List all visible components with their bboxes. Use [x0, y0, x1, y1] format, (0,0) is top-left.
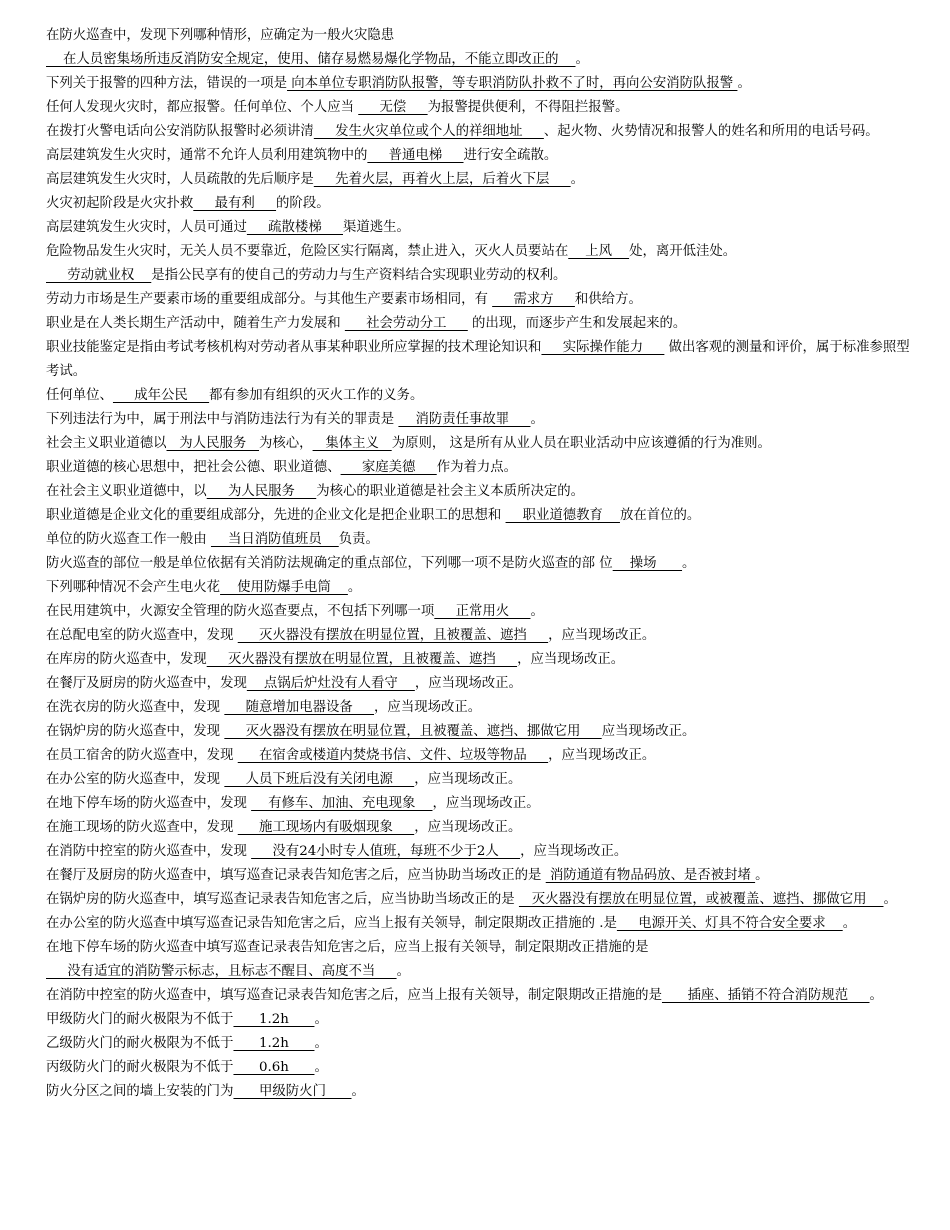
question-text: 在消防中控室的防火巡查中，填写巡查记录表告知危害之后，应当上报有关领导，制定限期改正措施的是	[46, 988, 662, 1003]
question-text: 。	[314, 1060, 328, 1075]
question-text: 。	[883, 892, 897, 907]
question-text: ，应当现场改正。	[548, 628, 656, 643]
question-text: 。	[314, 1012, 328, 1027]
question-text: 在地下停车场的防火巡查中填写巡查记录表告知危害之后，应当上报有关领导，制定限期改正措施的是	[46, 940, 649, 955]
answer-blank: 没有适宜的消防警示标志，且标志不醒目、高度不当	[46, 964, 397, 979]
question-text: 劳动力市场是生产要素市场的重要组成部分。与其他生产要素市场相同，有	[46, 292, 493, 307]
answer-blank: 有修车、加油、充电现象	[251, 796, 433, 811]
question-text: ，应当现场改正。	[517, 652, 625, 667]
question-line	[46, 144, 910, 168]
question-text: 火灾初起阶段是火灾扑救	[46, 196, 194, 211]
answer-blank: 施工现场内有吸烟现象	[237, 820, 415, 835]
answer-blank: 在人员密集场所违反消防安全规定，使用、储存易燃易爆化学物品，不能立即改正的	[46, 52, 576, 67]
question-text: 和供给方。	[574, 292, 642, 307]
question-text: 。	[842, 916, 857, 931]
question-text: 下列哪种情况不会产生电火花	[46, 580, 221, 595]
question-line	[46, 552, 910, 576]
question-text: 的出现，而逐步产生和发展起来的。	[467, 316, 687, 331]
question-text: ，应当现场改正。	[432, 796, 540, 811]
question-line	[46, 432, 910, 456]
question-text: 在总配电室的防火巡查中，发现	[46, 628, 238, 643]
question-text: 社会主义职业道德以	[46, 436, 167, 451]
answer-blank: 普通电梯	[367, 148, 464, 163]
question-text: 任何单位、	[46, 388, 113, 403]
answer-blank: 无偿	[358, 100, 428, 115]
answer-blank: 社会劳动分工	[344, 316, 468, 331]
question-text: 乙级防火门的耐火极限为不低于	[46, 1036, 234, 1051]
question-text: ，应当现场改正。	[414, 676, 522, 691]
question-text: 高层建筑发生火灾时，人员疏散的先后顺序是	[46, 172, 314, 187]
question-line	[46, 1080, 910, 1104]
question-text: 在员工宿舍的防火巡查中，发现	[46, 748, 238, 763]
question-line	[46, 96, 910, 120]
answer-blank: 随意增加电器设备	[224, 700, 375, 715]
question-text: 。	[314, 1036, 328, 1051]
question-text: 。	[530, 604, 544, 619]
question-line	[46, 720, 910, 744]
answer-blank: 需求方	[492, 292, 575, 307]
question-text: 都有参加有组织的灭火工作的义务。	[209, 388, 424, 403]
answer-blank: 劳动就业权	[46, 268, 152, 283]
question-text: 下列违法行为中，属于刑法中与消防违法行为有关的罪责是	[46, 412, 399, 427]
answer-blank: 点锅后炉灶没有人看守	[246, 676, 415, 691]
question-text: 丙级防火门的耐火极限为不低于	[46, 1060, 234, 1075]
question-text: 甲级防火门的耐火极限为不低于	[46, 1012, 234, 1027]
question-line	[46, 168, 910, 192]
answer-blank: 家庭美德	[340, 460, 437, 475]
question-text: 作为着力点。	[436, 460, 518, 475]
question-text: 职业是在人类长期生产活动中，随着生产力发展和	[46, 316, 345, 331]
question-text: 下列关于报警的四种方法，错误的一项是	[46, 76, 288, 91]
question-line	[46, 840, 910, 864]
question-line	[46, 624, 910, 648]
answer-blank: 操场	[612, 556, 683, 571]
answer-blank: 发生火灾单位或个人的祥细地址	[313, 124, 544, 139]
question-text: 渠道逃生。	[343, 220, 410, 235]
answer-blank: 电源开关、灯具不符合安全要求	[616, 916, 843, 931]
question-line	[46, 984, 910, 1008]
question-text: 为核心，	[259, 436, 313, 451]
question-line	[46, 384, 910, 408]
question-line	[46, 480, 910, 504]
answer-blank: 职业道德教育	[505, 508, 620, 523]
question-line	[46, 408, 910, 432]
question-text: 在锅炉房的防火巡查中，发现	[46, 724, 225, 739]
question-line	[46, 864, 910, 888]
question-text: 为报警提供便利，不得阻拦报警。	[427, 100, 629, 115]
answer-blank: 消防责任事故罪	[398, 412, 531, 427]
answer-blank: 灭火器没有摆放在明显位置，且被覆盖、遮挡、挪做它用	[224, 724, 602, 739]
question-text: 在锅炉房的防火巡查中，填写巡查记录表告知危害之后，应当协助当场改正的是	[46, 892, 519, 907]
answer-blank: 向本单位专职消防队报警，等专职消防队扑救不了时，再向公安消防队报警	[287, 76, 738, 91]
question-text: 职业道德是企业文化的重要组成部分，先进的企业文化是把企业职工的思想和	[46, 508, 506, 523]
question-text: 单位的防火巡查工作一般由	[46, 532, 211, 547]
question-text: ，应当现场改正。	[548, 748, 656, 763]
answer-blank: 当日消防值班员	[210, 532, 339, 547]
question-line	[46, 120, 910, 144]
question-text: 为核心的职业道德是社会主义本质所决定的。	[316, 484, 585, 499]
question-text: 。	[396, 964, 410, 979]
question-text: ，应当现场改正。	[374, 700, 482, 715]
question-text: 应当现场改正。	[601, 724, 696, 739]
question-text: 在地下停车场的防火巡查中，发现	[46, 796, 252, 811]
question-text: 职业道德的核心思想中，把社会公德、职业道德、	[46, 460, 341, 475]
answer-blank: 人员下班后没有关闭电源	[224, 772, 415, 787]
question-text: 、起火物、火势情况和报警人的姓名和所用的电话号码。	[543, 124, 879, 139]
question-text: 。	[575, 52, 589, 67]
answer-blank: 成年公民	[112, 388, 210, 403]
question-text: 做出客观的测量和评价，属于标准参照型考试。	[46, 340, 910, 379]
question-line	[46, 744, 910, 768]
question-line	[46, 1056, 910, 1080]
answer-blank: 为人民服务	[166, 436, 260, 451]
question-text: 。	[347, 580, 362, 595]
question-text: 放在首位的。	[619, 508, 701, 523]
question-text: 高层建筑发生火灾时，人员可通过	[46, 220, 247, 235]
answer-blank: 甲级防火门	[233, 1084, 352, 1099]
question-line	[46, 576, 910, 600]
question-text: ，应当现场改正。	[414, 820, 522, 835]
question-text: ，应当现场改正。	[520, 844, 628, 859]
answer-blank: 灭火器没有摆放在明显位置，或被覆盖、遮挡、挪做它用	[518, 892, 884, 907]
question-text: 在库房的防火巡查中，发现	[46, 652, 207, 667]
question-text: 。	[682, 556, 696, 571]
question-line	[46, 816, 910, 840]
answer-blank: 最有利	[193, 196, 277, 211]
answer-blank: 使用防爆手电筒	[220, 580, 348, 595]
question-line	[46, 216, 910, 240]
question-text: 防火巡查的部位一般是单位依据有关消防法规确定的重点部位，下列哪一项不是防火巡查的部 位	[46, 556, 613, 571]
question-line	[46, 600, 910, 624]
answer-blank: 实际操作能力	[541, 340, 665, 355]
question-text: 在洗衣房的防火巡查中，发现	[46, 700, 225, 715]
answer-blank: 正常用火	[434, 604, 531, 619]
question-line	[46, 288, 910, 312]
question-text: 在拨打火警电话向公安消防队报警时必须讲清	[46, 124, 314, 139]
question-line	[46, 888, 910, 912]
question-line	[46, 936, 910, 984]
question-text: 。	[570, 172, 585, 187]
question-line	[46, 1032, 910, 1056]
answer-blank: 消防通道有物品码放、是否被封堵	[545, 868, 756, 883]
answer-blank: 灭火器没有摆放在明显位置，且被覆盖、遮挡	[206, 652, 518, 667]
question-line	[46, 456, 910, 480]
answer-blank: 上风	[568, 244, 630, 259]
question-text: 在餐厅及厨房的防火巡查中，发现	[46, 676, 247, 691]
question-text: 为原则， 这是所有从业人员在职业活动中应该遵循的行为准则。	[391, 436, 771, 451]
question-line	[46, 336, 910, 384]
answer-blank: 1.2h	[233, 1036, 315, 1051]
question-text: 是指公民享有的使自己的劳动力与生产资料结合实现职业劳动的权利。	[151, 268, 567, 283]
question-text: 在民用建筑中，火源安全管理的防火巡查要点，不包括下列哪一项	[46, 604, 435, 619]
answer-blank: 先着火层，再着火上层，后着火下层	[313, 172, 571, 187]
question-text: 在社会主义职业道德中，以	[46, 484, 207, 499]
question-text: 职业技能鉴定是指由考试考核机构对劳动者从事某种职业所应掌握的技术理论知识和	[46, 340, 542, 355]
question-text: 在消防中控室的防火巡查中，发现	[46, 844, 252, 859]
answer-blank: 1.2h	[233, 1012, 315, 1027]
question-line	[46, 192, 910, 216]
answer-blank: 为人民服务	[206, 484, 317, 499]
question-line	[46, 648, 910, 672]
question-text: 在施工现场的防火巡查中，发现	[46, 820, 238, 835]
question-line	[46, 912, 910, 936]
question-line	[46, 240, 910, 264]
question-line	[46, 72, 910, 96]
question-line	[46, 672, 910, 696]
question-line	[46, 312, 910, 336]
question-text: 高层建筑发生火灾时，通常不允许人员利用建筑物中的	[46, 148, 368, 163]
question-line	[46, 768, 910, 792]
question-text: 。	[737, 76, 751, 91]
question-text: 。	[869, 988, 883, 1003]
question-line	[46, 264, 910, 288]
question-text: 。	[755, 868, 769, 883]
answer-blank: 集体主义	[312, 436, 392, 451]
answer-blank: 插座、插销不符合消防规范	[661, 988, 870, 1003]
answer-blank: 0.6h	[233, 1060, 315, 1075]
question-text: 危险物品发生火灾时，无关人员不要靠近，危险区实行隔离，禁止进入，灭火人员要站在	[46, 244, 569, 259]
question-line	[46, 792, 910, 816]
question-text: ，应当现场改正。	[414, 772, 522, 787]
answer-blank: 疏散楼梯	[246, 220, 343, 235]
question-line	[46, 1008, 910, 1032]
question-text: 防火分区之间的墙上安装的门为	[46, 1084, 234, 1099]
question-text: 。	[530, 412, 544, 427]
question-text: 在餐厅及厨房的防火巡查中，填写巡查记录表告知危害之后，应当协助当场改正的是	[46, 868, 546, 883]
question-line	[46, 696, 910, 720]
question-line	[46, 528, 910, 552]
question-text: 处，离开低洼处。	[629, 244, 737, 259]
question-line	[46, 504, 910, 528]
question-line	[46, 24, 910, 72]
answer-blank: 在宿舍或楼道内焚烧书信、文件、垃圾等物品	[237, 748, 549, 763]
answer-blank: 灭火器没有摆放在明显位置，且被覆盖、遮挡	[237, 628, 549, 643]
question-text: 在防火巡查中，发现下列哪种情形，应确定为一般火灾隐患	[46, 28, 395, 43]
answer-blank: 没有24小时专人值班，每班不少于2人	[251, 844, 521, 859]
question-text: 负责。	[338, 532, 379, 547]
question-text: 任何人发现火灾时，都应报警。任何单位、个人应当	[46, 100, 359, 115]
question-text: 的阶段。	[276, 196, 330, 211]
question-text: 进行安全疏散。	[463, 148, 558, 163]
question-text: 。	[351, 1084, 365, 1099]
question-text: 在办公室的防火巡查中填写巡查记录告知危害之后，应当上报有关领导，制定限期改正措施的 .是	[46, 916, 617, 931]
question-text: 在办公室的防火巡查中，发现	[46, 772, 225, 787]
